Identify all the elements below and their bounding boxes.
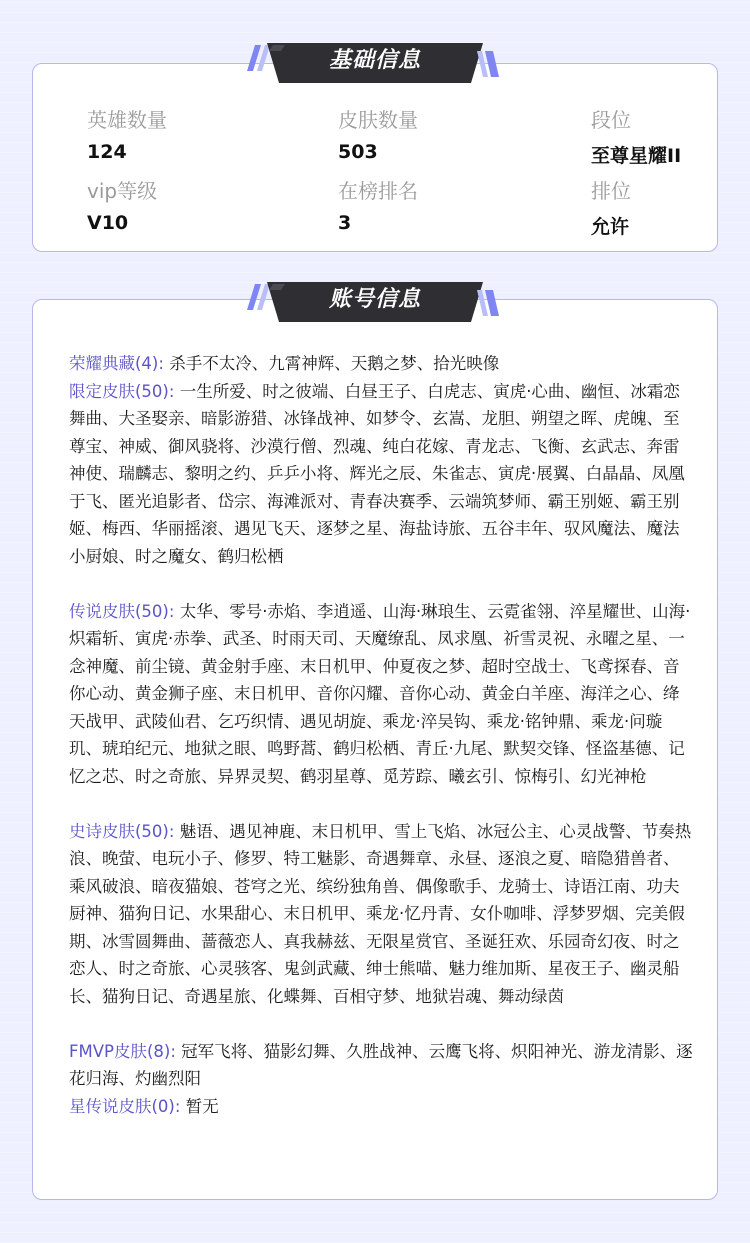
hero-count-label: 英雄数量 — [87, 108, 167, 132]
vip-level-label: vip等级 — [87, 179, 158, 203]
section-spacer — [69, 570, 695, 598]
basic-info-title: 基础信息 — [328, 48, 421, 73]
section-items: 太华、零号·赤焰、李逍遥、山海·琳琅生、云霓雀翎、淬星耀世、山海·炽霜斩、寅虎·赤拳、武圣、时雨天司、天魔缭乱、凤求凰、祈雪灵祝、永曜之星、一念神魔、前尘镜、黄金射手座、末日机甲、仲夏夜之梦、超时空战士、飞鸢探春、音你心动、黄金狮子座、末日机甲、音你闪耀、音你心动、黄金白羊座、海洋之心、绛天战甲、武陵仙君、乞巧织情、遇见胡旋、乘龙·淬吴钩、乘龙·铭钟鼎、乘龙·问璇玑、琥珀纪元、地狱之眼、鸣野蒿、鹤归松栖、青丘·九尾、默契交锋、怪盗基德、记忆之芯、时之奇旅、异界灵契、鹤羽星尊、觅芳踪、曦玄引、惊梅引、幻光神枪 — [69, 601, 691, 786]
section-items: 一生所爱、时之彼端、白昼王子、白虎志、寅虎·心曲、幽恒、冰霜恋舞曲、大圣娶亲、暗影游猎、冰锋战神、如梦令、玄嵩、龙胆、朔望之晖、虎魄、至尊宝、神威、御风骁将、沙漠行僧、烈魂、纯白花嫁、青龙志、飞衡、玄武志、奔雷神使、瑞麟志、黎明之约、乒乒小将、辉光之辰、朱雀志、寅虎·展翼、白晶晶、凤凰于飞、匿光追影者、岱宗、海滩派对、青春决赛季、云端筑梦师、霸王别姬、霸王别姬、梅西、华丽摇滚、遇见飞天、逐梦之星、海盐诗旅、五谷丰年、驭风魔法、魔法小厨娘、时之魔女、鹤归松栖 — [69, 381, 685, 566]
account-info-title: 账号信息 — [328, 287, 421, 312]
section-items: 暂无 — [185, 1096, 219, 1116]
account-info-title-tab — [245, 276, 505, 324]
section-label: FMVP皮肤(8): — [69, 1041, 176, 1061]
section-label: 荣耀典藏(4): — [69, 354, 164, 373]
section-spacer — [69, 790, 695, 818]
section-label: 限定皮肤(50): — [69, 381, 175, 401]
leaderboard-rank-value: 3 — [338, 212, 352, 234]
skin-section-limited — [69, 378, 695, 571]
skin-section-epic — [69, 818, 695, 1011]
rank-tier-label: 段位 — [591, 108, 631, 132]
section-items: 魅语、遇见神鹿、末日机甲、雪上飞焰、冰冠公主、心灵战警、节奏热浪、晚萤、电玩小子、修罗、特工魅影、奇遇舞章、永昼、逐浪之夏、暗隐猎兽者、乘风破浪、暗夜猫娘、苍穹之光、缤纷独角兽、偶像歌手、龙骑士、诗语江南、功夫厨神、猫狗日记、水果甜心、末日机甲、乘龙·忆丹青、女仆咖啡、浮梦罗烟、完美假期、冰雪圆舞曲、蔷薇恋人、真我赫兹、无限星赏官、圣诞狂欢、乐园奇幻夜、时之恋人、时之奇旅、心灵骇客、鬼剑武藏、绅士熊喵、魅力维加斯、星夜王子、幽灵船长、猫狗日记、奇遇星旅、化蝶舞、百相守梦、地狱岩魂、舞动绿茵 — [69, 821, 692, 1006]
skin-sections — [69, 350, 695, 1120]
section-label: 星传说皮肤(0): — [69, 1096, 181, 1116]
section-label: 史诗皮肤(50): — [69, 821, 175, 841]
vip-level-value: V10 — [87, 212, 129, 234]
vip-level — [87, 175, 157, 234]
section-label: 传说皮肤(50): — [69, 601, 175, 621]
section-spacer — [69, 1010, 695, 1038]
skin-count — [338, 104, 418, 163]
skin-count-label: 皮肤数量 — [338, 108, 418, 132]
skin-section-glory — [69, 350, 695, 378]
basic-info-title-tab — [245, 37, 505, 85]
hero-count — [87, 104, 167, 163]
rank-tier — [591, 104, 681, 168]
rank-tier-value: 至尊星耀II — [591, 145, 682, 167]
section-items: 冠军飞将、猫影幻舞、久胜战神、云鹰飞将、炽阳神光、游龙清影、逐花归海、灼幽烈阳 — [69, 1041, 693, 1088]
skin-section-legend — [69, 598, 695, 791]
hero-count-value: 124 — [87, 141, 127, 163]
leaderboard-rank — [338, 175, 418, 234]
skin-section-fmvp — [69, 1038, 695, 1093]
ranked-status — [591, 175, 631, 239]
ranked-status-value: 允许 — [591, 216, 630, 238]
leaderboard-rank-label: 在榜排名 — [338, 179, 418, 203]
section-items: 杀手不太冷、九霄神辉、天鹅之梦、拾光映像 — [169, 354, 500, 373]
basic-info-card — [32, 63, 718, 252]
skin-section-star-legend — [69, 1093, 695, 1121]
account-info-card — [32, 299, 718, 1200]
ranked-status-label: 排位 — [591, 179, 631, 203]
skin-count-value: 503 — [338, 141, 378, 163]
